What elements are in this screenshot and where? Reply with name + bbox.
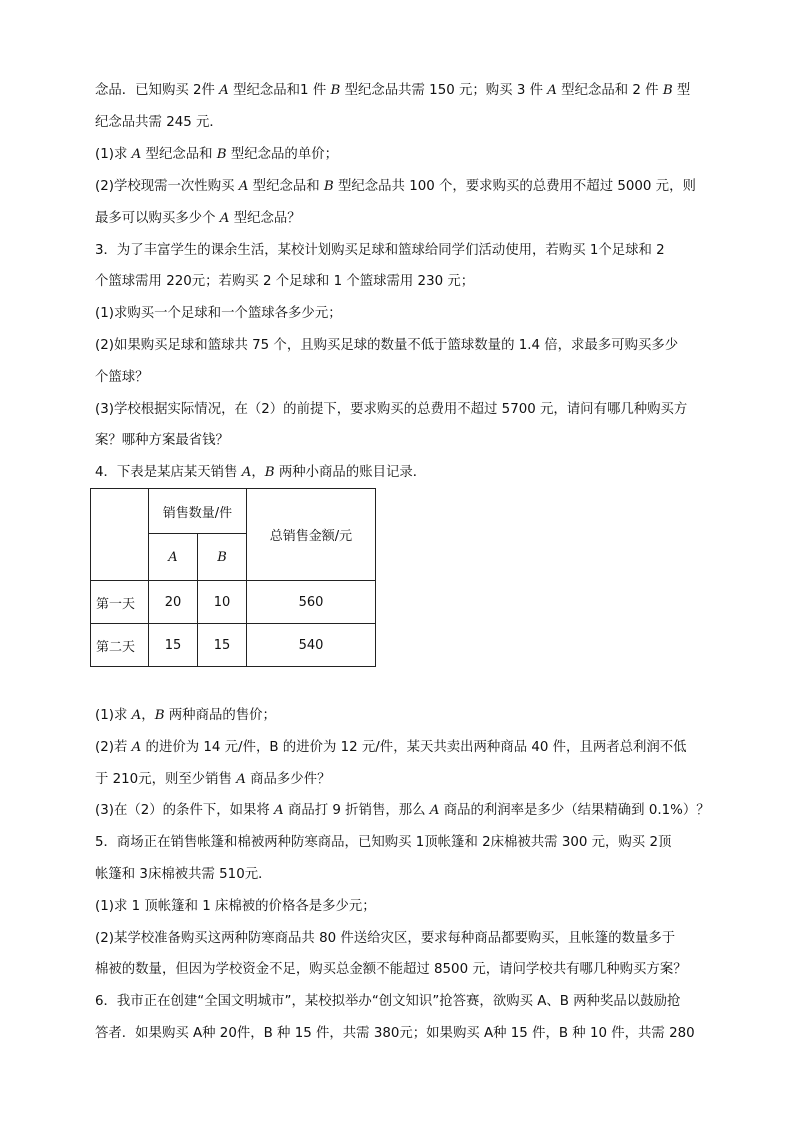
problem-5-q1: (1)求 1 顶帐篷和 1 床棉被的价格各是多少元； (95, 899, 376, 914)
problem-3-line-1: 3．为了丰富学生的课余生活，某校计划购买足球和篮球给同学们活动使用，若购买 1个足球和 2 (95, 243, 665, 258)
var-b: B (662, 83, 673, 98)
text: 于 210元，则至少销售 (95, 772, 237, 787)
text: (1)求 (95, 708, 132, 723)
row-day-label: 第二天 (91, 624, 149, 667)
var-b: B (216, 147, 227, 162)
text: 型纪念品？ (229, 211, 301, 226)
problem-3-q2-line-2: 个篮球？ (95, 370, 149, 385)
var-a: A (131, 708, 142, 723)
text: 念品．已知购买 2件 (95, 83, 220, 98)
text: 型纪念品共 100 个，要求购买的总费用不超过 5000 元，则 (333, 179, 696, 194)
var-b: B (330, 83, 341, 98)
problem-4-q2-line-2 (95, 771, 330, 789)
header-col-a: A (149, 534, 198, 581)
text: 型纪念品和 (248, 179, 324, 194)
var-a: A (131, 740, 142, 755)
problem-3-line-2: 个篮球需用 220元；若购买 2 个足球和 1 个篮球需用 230 元； (95, 274, 475, 289)
var-a: A (219, 211, 230, 226)
header-total-sales: 总销售金额/元 (247, 489, 376, 581)
row-a-qty: 15 (149, 624, 198, 667)
var-a: A (238, 179, 249, 194)
sales-ledger-table (90, 488, 376, 667)
text: (1)求 (95, 147, 132, 162)
text: 型纪念品的单价； (226, 147, 338, 162)
table-header-row (91, 489, 376, 534)
row-b-qty: 15 (198, 624, 247, 667)
row-b-qty: 10 (198, 581, 247, 624)
var-a: A (429, 803, 440, 818)
text: 4．下表是某店某天销售 (95, 465, 242, 480)
text: 型纪念品和 2 件 (556, 83, 663, 98)
table-row (91, 624, 376, 667)
problem-3-q3-line-2: 案？哪种方案最省钱？ (95, 433, 229, 448)
text: ， (141, 708, 155, 723)
var-a: A (131, 147, 142, 162)
row-a-qty: 20 (149, 581, 198, 624)
problem-3-q2-line-1: (2)如果购买足球和篮球共 75 个，且购买足球的数量不低于篮球数量的 1.4 倍，求最多可购买多少 (95, 338, 679, 353)
text: 型纪念品共需 150 元；购买 3 件 (340, 83, 548, 98)
problem-6-line-2: 答者．如果购买 A种 20件，B 种 15 件，共需 380元；如果购买 A种 15 件，B 种 10 件，共需 280 (95, 1026, 695, 1041)
var-a: A (236, 772, 246, 787)
row-total: 540 (247, 624, 376, 667)
problem-4-q2-line-1 (95, 739, 687, 757)
text: ， (251, 465, 265, 480)
var-b: B (264, 465, 275, 480)
problem-2-q2-line-2 (95, 210, 301, 228)
text: 两种商品的售价； (164, 708, 276, 723)
text: (2)若 (95, 740, 132, 755)
problem-4-q3 (95, 802, 710, 820)
text: 型纪念品和1 件 (228, 83, 331, 98)
problem-3-q1: (1)求购买一个足球和一个篮球各多少元； (95, 306, 342, 321)
table-row (91, 581, 376, 624)
text: 最多可以购买多少个 (95, 211, 220, 226)
text: 两种小商品的账目记录． (274, 465, 427, 480)
text: (3)在（2）的条件下，如果将 (95, 803, 275, 818)
var-a: A (219, 83, 229, 98)
problem-5-q2-line-1: (2)某学校准备购买这两种防寒商品共 80 件送给灾区，要求每种商品都要购买，且帐篷的数量多于 (95, 931, 676, 946)
header-quantity: 销售数量/件 (149, 489, 247, 534)
problem-2-line-2: 纪念品共需 245 元． (95, 115, 223, 130)
var-a: A (547, 83, 557, 98)
var-a: A (241, 465, 252, 480)
text: (2)学校现需一次性购买 (95, 179, 239, 194)
var-b: B (154, 708, 165, 723)
problem-5-q2-line-2: 棉被的数量，但因为学校资金不足，购买总金额不能超过 8500 元，请问学校共有哪几种购买方案？ (95, 962, 687, 977)
problem-2-q1 (95, 146, 338, 164)
text: 型纪念品和 (141, 147, 217, 162)
text: 商品的利润率是多少（结果精确到 0.1%）？ (439, 803, 710, 818)
text: 商品打 9 折销售，那么 (283, 803, 430, 818)
problem-4-stem (95, 464, 426, 482)
problem-2-line-1 (95, 82, 690, 100)
problem-5-line-2: 帐篷和 3床棉被共需 510元． (95, 867, 272, 882)
row-day-label: 第一天 (91, 581, 149, 624)
problem-6-line-1: 6．我市正在创建“全国文明城市”，某校拟举办“创文知识”抢答赛，欲购买 A、B 两种奖品以鼓励抢 (95, 994, 681, 1009)
problem-2-q2-line-1 (95, 178, 696, 196)
var-b: B (323, 179, 334, 194)
row-total: 560 (247, 581, 376, 624)
header-col-b: B (198, 534, 247, 581)
problem-4-q1 (95, 707, 276, 725)
problem-5-line-1: 5．商场正在销售帐篷和棉被两种防寒商品，已知购买 1顶帐篷和 2床棉被共需 300 元，购买 2顶 (95, 835, 672, 850)
table-corner-cell (91, 489, 149, 581)
text: 商品多少件？ (245, 772, 331, 787)
text: 的进价为 14 元/件，B 的进价为 12 元/件，某天共卖出两种商品 40 件，且两者总利润不低 (141, 740, 687, 755)
var-a: A (274, 803, 284, 818)
text: 型 (672, 83, 691, 98)
problem-3-q3-line-1: (3)学校根据实际情况，在（2）的前提下，要求购买的总费用不超过 5700 元，请问有哪几种购买方 (95, 402, 688, 417)
